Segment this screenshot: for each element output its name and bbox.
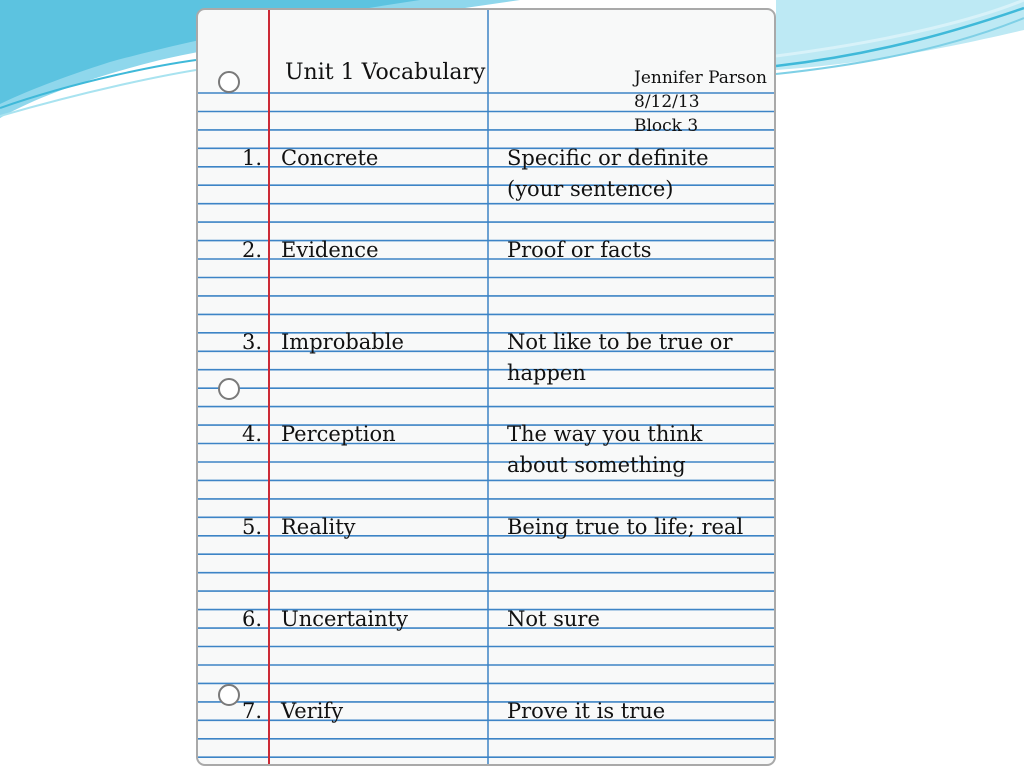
term-word: Concrete — [281, 146, 379, 170]
binder-hole-middle — [218, 378, 240, 400]
term-word: Perception — [281, 422, 396, 446]
term-definition: Prove it is true — [507, 699, 666, 723]
term-number: 6. — [241, 607, 262, 631]
term-number: 5. — [241, 515, 262, 539]
term-number: 2. — [241, 238, 262, 262]
term-word: Verify — [281, 699, 344, 723]
term-number: 3. — [241, 330, 262, 354]
term-number: 7. — [241, 699, 262, 723]
term-definition: Being true to life; real — [507, 515, 744, 539]
notebook-paper — [196, 8, 776, 766]
page-title: Unit 1 Vocabulary — [285, 60, 486, 85]
term-word: Uncertainty — [281, 607, 408, 631]
term-definition: Proof or facts — [507, 238, 652, 262]
term-definition: Not sure — [507, 607, 600, 631]
author-date: 8/12/13 — [634, 92, 700, 112]
term-word: Evidence — [281, 238, 379, 262]
term-definition: Not like to be true or happen — [507, 330, 733, 385]
author-block: Block 3 — [634, 116, 699, 136]
term-word: Improbable — [281, 330, 404, 354]
author-name: Jennifer Parson — [634, 68, 767, 88]
term-definition: The way you think about something — [507, 422, 703, 477]
term-definition: Specific or definite (your sentence) — [507, 146, 709, 201]
term-number: 1. — [241, 146, 262, 170]
binder-hole-top — [218, 71, 240, 93]
term-number: 4. — [241, 422, 262, 446]
term-word: Reality — [281, 515, 356, 539]
